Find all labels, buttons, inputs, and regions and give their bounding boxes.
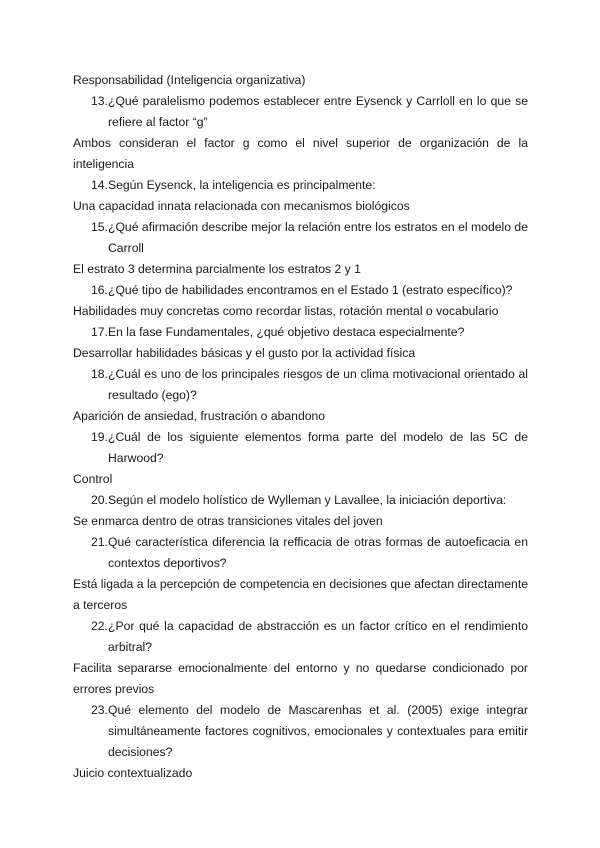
question-text: Qué característica diferencia la refficacia de otras formas de autoeficacia en contextos deportivos? (108, 535, 528, 570)
answer-text: El estrato 3 determina parcialmente los estratos 2 y 1 (73, 262, 361, 276)
question-number: 18. (91, 367, 108, 381)
question-text: En la fase Fundamentales, ¿qué objetivo destaca especialmente? (108, 325, 465, 339)
question-number: 23. (91, 703, 108, 717)
question-item (91, 700, 528, 763)
question-item (91, 322, 528, 343)
question-text: Según Eysenck, la inteligencia es principalmente: (108, 178, 376, 192)
answer-text: Habilidades muy concretas como recordar listas, rotación mental o vocabulario (73, 304, 499, 318)
question-number: 17. (91, 325, 108, 339)
question-number: 21. (91, 535, 108, 549)
answer-text: Ambos consideran el factor g como el nivel superior de organización de la inteligencia (73, 136, 528, 171)
answer-text: Responsabilidad (Inteligencia organizativa) (73, 73, 306, 87)
question-item (91, 280, 528, 301)
question-text: ¿Qué paralelismo podemos establecer entre Eysenck y Carrloll en lo que se refiere al factor “g” (108, 94, 528, 129)
question-item (91, 217, 528, 259)
document-page (73, 70, 528, 784)
question-number: 14. (91, 178, 108, 192)
question-text: ¿Por qué la capacidad de abstracción es un factor crítico en el rendimiento arbitral? (108, 619, 528, 654)
question-item (91, 175, 528, 196)
question-number: 19. (91, 430, 108, 444)
question-item (91, 490, 528, 511)
question-number: 15. (91, 220, 108, 234)
answer-text: Aparición de ansiedad, frustración o abandono (73, 409, 326, 423)
question-number: 16. (91, 283, 108, 297)
question-number: 20. (91, 493, 108, 507)
question-text: ¿Cuál de los siguiente elementos forma parte del modelo de las 5C de Harwood? (108, 430, 528, 465)
question-item (91, 532, 528, 574)
answer-text: Control (73, 472, 113, 486)
answer-text: Facilita separarse emocionalmente del entorno y no quedarse condicionado por errores previos (73, 661, 528, 696)
answer-text: Está ligada a la percepción de competencia en decisiones que afectan directamente a terceros (73, 577, 528, 612)
question-text: ¿Cuál es uno de los principales riesgos de un clima motivacional orientado al resultado (ego)? (108, 367, 528, 402)
question-item (91, 616, 528, 658)
answer-text: Desarrollar habilidades básicas y el gusto por la actividad física (73, 346, 416, 360)
question-item (91, 91, 528, 133)
question-text: Qué elemento del modelo de Mascarenhas et al. (2005) exige integrar simultáneamente factores cognitivos, emocionales y contextuales para emitir decisiones? (108, 703, 528, 759)
question-number: 13. (91, 94, 108, 108)
question-text: ¿Qué tipo de habilidades encontramos en el Estado 1 (estrato específico)? (108, 283, 513, 297)
question-number: 22. (91, 619, 108, 633)
question-item (91, 427, 528, 469)
question-text: Según el modelo holístico de Wylleman y Lavallee, la iniciación deportiva: (108, 493, 507, 507)
answer-text: Juicio contextualizado (73, 766, 193, 780)
question-text: ¿Qué afirmación describe mejor la relación entre los estratos en el modelo de Carroll (108, 220, 528, 255)
answer-text: Una capacidad innata relacionada con mecanismos biológicos (73, 199, 410, 213)
answer-text: Se enmarca dentro de otras transiciones vitales del joven (73, 514, 383, 528)
question-item (91, 364, 528, 406)
